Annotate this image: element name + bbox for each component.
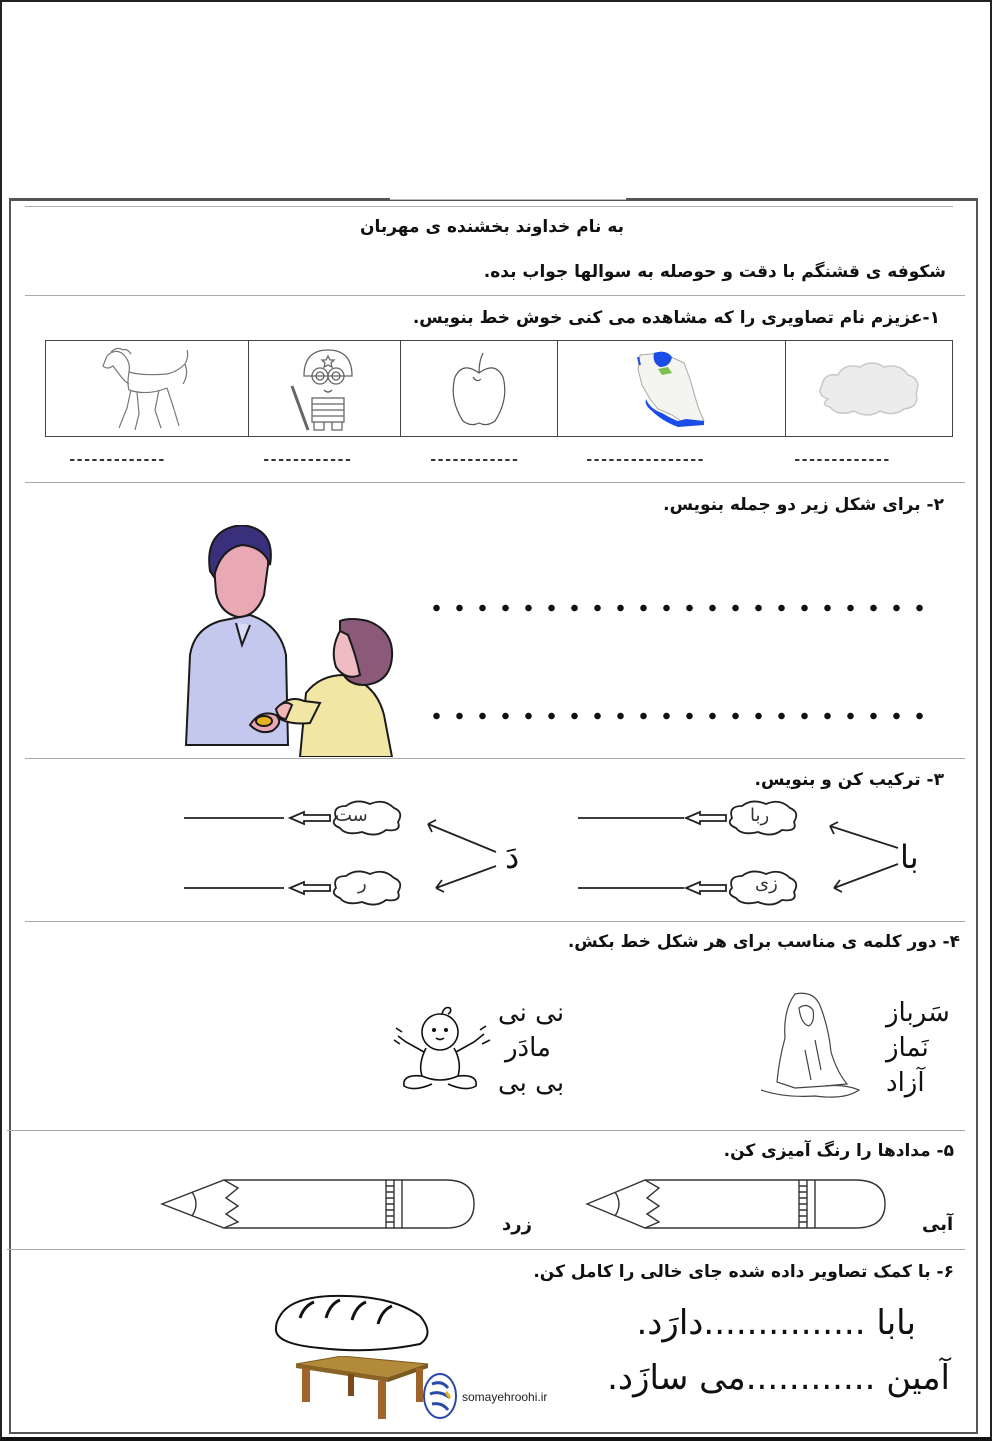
- cloud-picture: [785, 341, 952, 436]
- divider: [25, 758, 965, 759]
- pencil-label-yellow: زرد: [502, 1214, 532, 1235]
- word-option-nini[interactable]: نی نی: [498, 998, 565, 1028]
- answer-blank-horse[interactable]: -------------: [68, 452, 165, 468]
- divider: [25, 295, 965, 296]
- table-icon: [292, 1356, 432, 1420]
- word-option-bibi[interactable]: بی بی: [498, 1068, 565, 1098]
- word-option-madar[interactable]: مادَر: [505, 1033, 551, 1063]
- divider: [7, 1130, 965, 1131]
- answer-blank-iran[interactable]: ----------------: [585, 452, 704, 468]
- table-picture: [292, 1356, 432, 1420]
- iran-map-picture: [557, 341, 786, 436]
- question-2-title: ۲- برای شکل زیر دو جمله بنویس.: [663, 495, 944, 515]
- pencil-icon: [585, 1176, 890, 1234]
- pencil-label-blue: آبی: [922, 1214, 954, 1235]
- combine-arrows-diagram: [180, 796, 960, 906]
- answer-blank-cloud[interactable]: -------------: [793, 452, 890, 468]
- divider: [25, 206, 953, 207]
- combine-part-bazi: زی: [755, 873, 778, 894]
- bread-picture: [270, 1294, 435, 1354]
- combine-part-darya: ربا: [750, 805, 770, 826]
- father-son-picture: [180, 525, 400, 757]
- answer-blank-apple[interactable]: ------------: [429, 452, 519, 468]
- combine-part-dar: ر: [358, 873, 367, 894]
- question-4-title: ۴- دور کلمه ی مناسب برای هر شکل خط بکش.: [567, 932, 960, 952]
- baby-icon: [392, 1004, 492, 1094]
- sentence-line-2[interactable]: [425, 712, 925, 720]
- soldier-picture: [248, 341, 401, 436]
- sentence-table[interactable]: آمین ............می سازَد.: [607, 1358, 950, 1398]
- pencil-icon: [160, 1176, 478, 1234]
- question-1-title: ۱-عزیزم نام تصاویری را که مشاهده می کنی خوش خط بنویس.: [412, 308, 940, 328]
- bismillah-heading: به نام خداوند بخشنده ی مهربان: [359, 217, 625, 237]
- divider: [25, 482, 965, 483]
- father-giving-coin-icon: [180, 525, 400, 757]
- word-option-namaz[interactable]: نَماز: [886, 1033, 929, 1063]
- watermark-logo: [422, 1372, 458, 1420]
- answer-blank-soldier[interactable]: ------------: [262, 452, 352, 468]
- picture-table: [45, 340, 953, 437]
- question-3-title: ۳- ترکیب کن و بنویس.: [754, 770, 944, 790]
- combine-diagram: [180, 796, 960, 906]
- combine-part-dast: ست: [335, 805, 368, 826]
- cloud-icon: [814, 359, 924, 419]
- praying-woman-picture: [755, 990, 865, 1102]
- combine-root-da: دَ: [505, 838, 520, 876]
- bread-icon: [270, 1294, 435, 1354]
- baby-picture: [392, 1004, 492, 1094]
- divider: [25, 921, 965, 922]
- apple-picture: [400, 341, 557, 436]
- watermark-text: somayehroohi.ir: [462, 1390, 548, 1404]
- soldier-icon: [284, 346, 364, 432]
- apple-icon: [449, 349, 509, 429]
- sentence-bread[interactable]: بابا ...............دارَد.: [636, 1303, 916, 1343]
- iran-map-icon: [632, 349, 712, 429]
- combine-root-ba: با: [900, 838, 919, 876]
- question-5-title: ۵- مدادها را رنگ آمیزی کن.: [723, 1141, 954, 1161]
- word-option-azad[interactable]: آزاد: [886, 1068, 925, 1098]
- pencil-yellow[interactable]: [160, 1176, 478, 1234]
- pencil-blue[interactable]: [585, 1176, 890, 1234]
- divider: [7, 1249, 965, 1250]
- instruction-text: شکوفه ی قشنگم با دقت و حوصله به سوالها جواب بده.: [483, 262, 946, 282]
- praying-woman-icon: [755, 990, 865, 1102]
- question-6-title: ۶- با کمک تصاویر داده شده جای خالی را کامل کن.: [533, 1262, 954, 1282]
- horse-icon: [97, 344, 197, 434]
- page-top-gap: [390, 196, 626, 200]
- word-option-sarbaz[interactable]: سَرباز: [886, 998, 950, 1028]
- sentence-line-1[interactable]: [425, 604, 925, 612]
- horse-picture: [46, 341, 248, 436]
- logo-icon: [422, 1372, 458, 1420]
